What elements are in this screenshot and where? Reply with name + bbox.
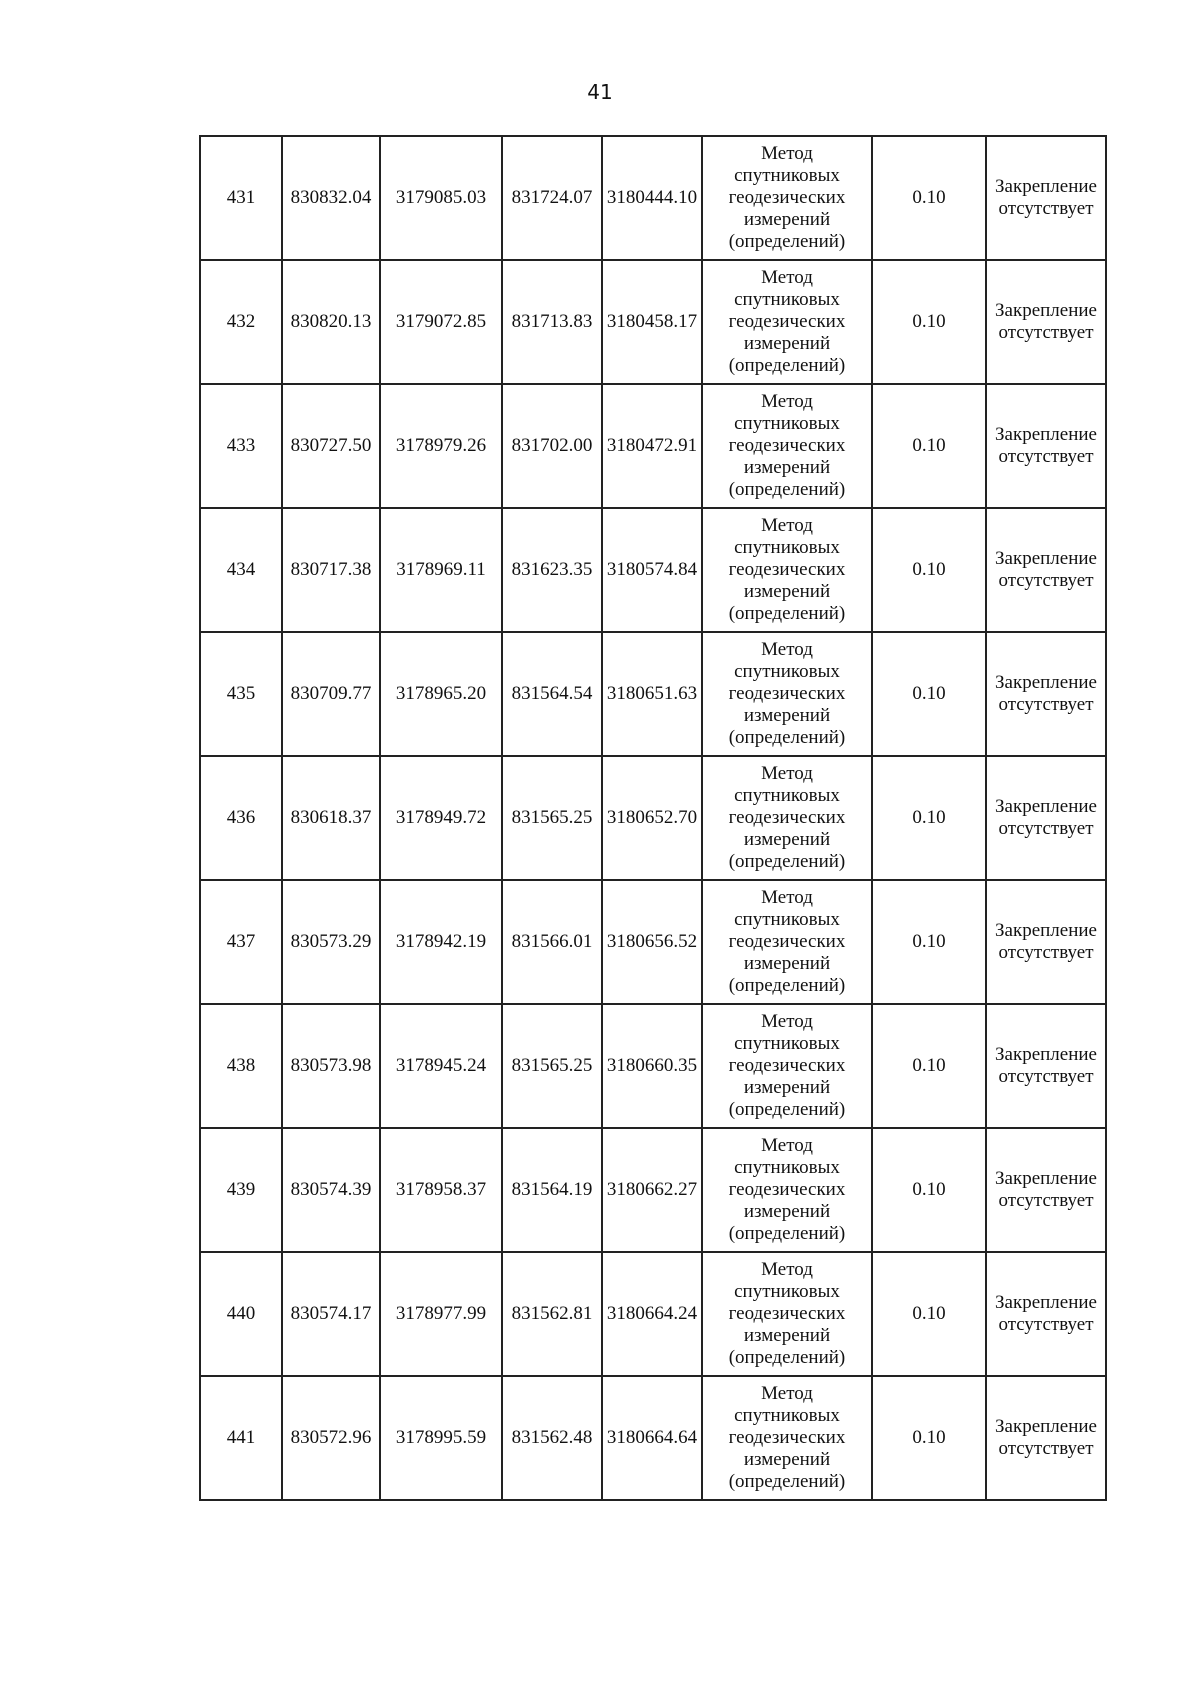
y-coordinate-cell: 3178969.11 [380,508,502,632]
point-number-cell: 433 [200,384,282,508]
fixing-cell: Закрепление отсутствует [986,1004,1106,1128]
fixing-cell: Закрепление отсутствует [986,136,1106,260]
y-coordinate-2-cell: 3180660.35 [602,1004,702,1128]
method-cell: Метод спутниковых геодезических измерений (определений) [702,260,872,384]
fixing-cell: Закрепление отсутствует [986,260,1106,384]
table-row [200,1004,1106,1128]
point-number-cell: 440 [200,1252,282,1376]
y-coordinate-cell: 3178949.72 [380,756,502,880]
table-row [200,384,1106,508]
x-coordinate-2-cell: 831565.25 [502,1004,602,1128]
fixing-cell: Закрепление отсутствует [986,1252,1106,1376]
y-coordinate-2-cell: 3180574.84 [602,508,702,632]
x-coordinate-cell: 830573.98 [282,1004,380,1128]
y-coordinate-2-cell: 3180662.27 [602,1128,702,1252]
accuracy-cell: 0.10 [872,1376,986,1500]
x-coordinate-cell: 830618.37 [282,756,380,880]
method-cell: Метод спутниковых геодезических измерений (определений) [702,136,872,260]
point-number-cell: 437 [200,880,282,1004]
point-number-cell: 431 [200,136,282,260]
x-coordinate-cell: 830709.77 [282,632,380,756]
method-cell: Метод спутниковых геодезических измерений (определений) [702,1004,872,1128]
x-coordinate-2-cell: 831713.83 [502,260,602,384]
x-coordinate-2-cell: 831564.19 [502,1128,602,1252]
coordinates-table [199,135,1107,1501]
x-coordinate-2-cell: 831702.00 [502,384,602,508]
x-coordinate-2-cell: 831562.48 [502,1376,602,1500]
y-coordinate-cell: 3178977.99 [380,1252,502,1376]
y-coordinate-2-cell: 3180656.52 [602,880,702,1004]
y-coordinate-cell: 3178942.19 [380,880,502,1004]
y-coordinate-2-cell: 3180651.63 [602,632,702,756]
x-coordinate-2-cell: 831566.01 [502,880,602,1004]
y-coordinate-2-cell: 3180664.24 [602,1252,702,1376]
point-number-cell: 438 [200,1004,282,1128]
y-coordinate-cell: 3179072.85 [380,260,502,384]
y-coordinate-cell: 3178995.59 [380,1376,502,1500]
table-row [200,260,1106,384]
accuracy-cell: 0.10 [872,136,986,260]
y-coordinate-2-cell: 3180652.70 [602,756,702,880]
accuracy-cell: 0.10 [872,1128,986,1252]
y-coordinate-2-cell: 3180444.10 [602,136,702,260]
accuracy-cell: 0.10 [872,880,986,1004]
fixing-cell: Закрепление отсутствует [986,880,1106,1004]
point-number-cell: 435 [200,632,282,756]
method-cell: Метод спутниковых геодезических измерений (определений) [702,1376,872,1500]
point-number-cell: 432 [200,260,282,384]
x-coordinate-cell: 830574.39 [282,1128,380,1252]
method-cell: Метод спутниковых геодезических измерений (определений) [702,880,872,1004]
point-number-cell: 439 [200,1128,282,1252]
fixing-cell: Закрепление отсутствует [986,384,1106,508]
y-coordinate-cell: 3179085.03 [380,136,502,260]
method-cell: Метод спутниковых геодезических измерений (определений) [702,1252,872,1376]
accuracy-cell: 0.10 [872,632,986,756]
method-cell: Метод спутниковых геодезических измерений (определений) [702,1128,872,1252]
x-coordinate-2-cell: 831564.54 [502,632,602,756]
fixing-cell: Закрепление отсутствует [986,1376,1106,1500]
accuracy-cell: 0.10 [872,260,986,384]
y-coordinate-cell: 3178945.24 [380,1004,502,1128]
point-number-cell: 434 [200,508,282,632]
accuracy-cell: 0.10 [872,1004,986,1128]
x-coordinate-cell: 830727.50 [282,384,380,508]
method-cell: Метод спутниковых геодезических измерений (определений) [702,508,872,632]
table-row [200,632,1106,756]
x-coordinate-2-cell: 831562.81 [502,1252,602,1376]
fixing-cell: Закрепление отсутствует [986,756,1106,880]
accuracy-cell: 0.10 [872,756,986,880]
coordinates-table-body [200,136,1106,1500]
table-row [200,508,1106,632]
table-row [200,1252,1106,1376]
x-coordinate-cell: 830574.17 [282,1252,380,1376]
y-coordinate-2-cell: 3180664.64 [602,1376,702,1500]
method-cell: Метод спутниковых геодезических измерений (определений) [702,384,872,508]
x-coordinate-cell: 830832.04 [282,136,380,260]
method-cell: Метод спутниковых геодезических измерений (определений) [702,632,872,756]
x-coordinate-cell: 830572.96 [282,1376,380,1500]
accuracy-cell: 0.10 [872,384,986,508]
x-coordinate-cell: 830820.13 [282,260,380,384]
y-coordinate-2-cell: 3180472.91 [602,384,702,508]
table-row [200,1376,1106,1500]
fixing-cell: Закрепление отсутствует [986,1128,1106,1252]
method-cell: Метод спутниковых геодезических измерений (определений) [702,756,872,880]
page-number: 41 [587,80,613,104]
y-coordinate-2-cell: 3180458.17 [602,260,702,384]
y-coordinate-cell: 3178965.20 [380,632,502,756]
accuracy-cell: 0.10 [872,1252,986,1376]
x-coordinate-2-cell: 831565.25 [502,756,602,880]
accuracy-cell: 0.10 [872,508,986,632]
fixing-cell: Закрепление отсутствует [986,508,1106,632]
table-row [200,136,1106,260]
x-coordinate-cell: 830573.29 [282,880,380,1004]
y-coordinate-cell: 3178979.26 [380,384,502,508]
table-row [200,756,1106,880]
x-coordinate-2-cell: 831724.07 [502,136,602,260]
table-row [200,1128,1106,1252]
fixing-cell: Закрепление отсутствует [986,632,1106,756]
x-coordinate-cell: 830717.38 [282,508,380,632]
point-number-cell: 436 [200,756,282,880]
x-coordinate-2-cell: 831623.35 [502,508,602,632]
y-coordinate-cell: 3178958.37 [380,1128,502,1252]
table-row [200,880,1106,1004]
point-number-cell: 441 [200,1376,282,1500]
